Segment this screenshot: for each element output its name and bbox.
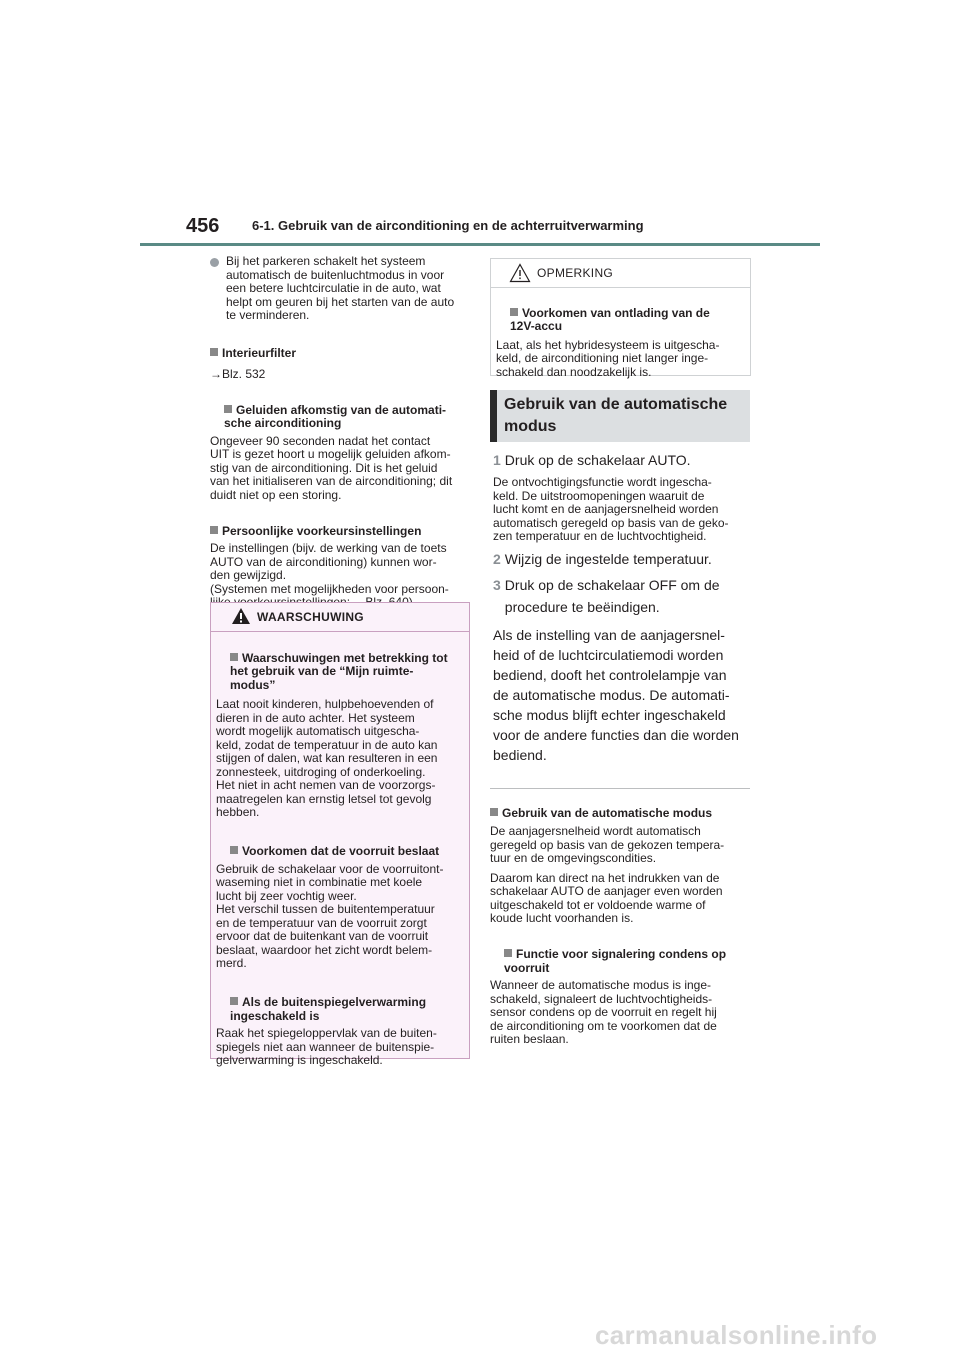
personal-heading: Persoonlijke voorkeursinstellingen xyxy=(210,511,468,538)
filter-reference[interactable]: →Blz. 532 xyxy=(210,366,266,381)
step-number: 3 xyxy=(493,576,501,593)
right-notes xyxy=(490,793,752,1047)
page-number: 456 xyxy=(186,215,220,237)
warning-item-heading: Waarschuwingen met betrekking tot het gebruik van de “Mijn ruimte- modus” xyxy=(230,650,448,692)
chapter-title: 6-1. Gebruik van de airconditioning en de achterruitverwarming xyxy=(252,218,644,233)
warning-item-text: Raak het spiegeloppervlak van de buiten- spiegels niet aan wanneer de buitenspie- gelverwarming is ingeschakeld. xyxy=(216,1026,437,1067)
bullet-dot-icon xyxy=(210,258,219,267)
caution-triangle-icon xyxy=(509,263,531,283)
left-column xyxy=(210,255,468,610)
warning-body xyxy=(211,632,469,1068)
warning-item-text: Laat nooit kinderen, hulpbehoevenden of dieren in de auto achter. Het systeem wordt mogelijk automatisch uitgescha- keld, zodat de temperatuur in de auto kan stijgen of dalen, wat kan resulteren in een zonnesteek, uitdroging of onderkoeling. Het niet in acht nemen van de voorzorgs- maatregelen kan ernstig letsel tot gevolg hebben. xyxy=(216,697,438,819)
note-header xyxy=(491,259,750,288)
warning-item-heading: Voorkomen dat de voorruit beslaat xyxy=(216,832,464,859)
square-bullet-icon xyxy=(230,653,238,661)
square-bullet-icon xyxy=(230,997,238,1005)
section-accent xyxy=(490,390,497,442)
fog-detection-heading: Functie voor signalering condens op voorruit xyxy=(504,947,727,975)
note-heading: Voorkomen van ontlading van de 12V-accu xyxy=(510,305,710,333)
step-1-description: De ontvochtigingsfunctie wordt ingescha- keld. De uitstroomopeningen waaruit de lucht komt en de aanjagersnelheid worden automatisch geregeld op basis van de geko- zen temperatuur en de luchtvochtigheid. xyxy=(493,475,729,543)
note-box xyxy=(490,258,751,379)
warning-label: WAARSCHUWING xyxy=(257,610,364,624)
auto-mode-text-2: Daarom kan direct na het indrukken van de schakelaar AUTO de aanjager even worden uitgeschakeld tot er voldoende warme of koude lucht voorhanden is. xyxy=(490,870,723,925)
square-bullet-icon xyxy=(510,308,518,316)
square-bullet-icon xyxy=(230,846,238,854)
warning-item-heading: Als de buitenspiegelverwarming ingeschakeld is xyxy=(230,995,427,1023)
filter-heading: Interieurfilter xyxy=(210,334,468,361)
section-title-bar xyxy=(490,390,750,442)
auto-mode-heading: Gebruik van de automatische modus xyxy=(490,793,752,820)
step-number: 1 xyxy=(493,452,501,468)
note-label: OPMERKING xyxy=(537,266,614,280)
step-2: 2 Wijzig de ingestelde temperatuur. xyxy=(493,550,712,567)
step-number: 2 xyxy=(493,550,501,567)
square-bullet-icon xyxy=(210,348,218,356)
square-bullet-icon xyxy=(504,949,512,957)
warning-box xyxy=(210,602,470,1067)
section-divider xyxy=(490,788,750,789)
step-1: 1 Druk op de schakelaar AUTO. xyxy=(493,452,691,468)
personal-text: De instellingen (bijv. de werking van de toets AUTO van de airconditioning) kunnen wor- den gewijzigd. (Systemen met mogelijkheden voor persoon- xyxy=(210,541,449,596)
watermark: carmanualsonline.info xyxy=(595,1320,878,1350)
main-paragraph: Als de instelling van de aanjagersnel- heid of de luchtcirculatiemodi worden bediend, dooft het controlelampje van de automatische modus. De automati- sche modus blijft echter ingeschakeld voor de andere functies dan die worden bediend. xyxy=(493,626,739,763)
step-3: 3 Druk op de schakelaar OFF om de procedure te beëindigen. xyxy=(493,574,755,618)
note-text: Laat, als het hybridesysteem is uitgescha- keld, de airconditioning niet langer inge- schakeld dan noodzakelijk is. xyxy=(496,337,720,379)
warning-triangle-icon xyxy=(231,607,251,625)
square-bullet-icon xyxy=(490,808,498,816)
note-body xyxy=(491,288,750,379)
auto-mode-text-1: De aanjagersnelheid wordt automatisch geregeld op basis van de gekozen tempera- tuur en de omgevingscondities. xyxy=(490,824,725,865)
sounds-heading: Geluiden afkomstig van de automati- sche airconditioning xyxy=(224,402,447,430)
steps-block xyxy=(493,449,755,765)
header-divider xyxy=(140,243,820,246)
section-title: Gebruik van de automatische modus xyxy=(504,396,728,435)
bullet-parking xyxy=(210,255,468,323)
square-bullet-icon xyxy=(210,526,218,534)
warning-item-text: Gebruik de schakelaar voor de voorruitont- waseming niet in combinatie met koele lucht bij zeer vochtig weer. Het verschil tussen de buitentemperatuur en de temperatuur van de voorruit zorgt ervoor dat de buitenkant van de voorruit beslaat, waardoor het zicht wordt belem- merd. xyxy=(216,861,444,970)
warning-header xyxy=(211,603,469,632)
sounds-text: Ongeveer 90 seconden nadat het contact UIT is gezet hoort u mogelijk geluiden afkom- stig van de airconditioning. Dit is het geluid van het initialiseren van de airconditioning; dit duidt niet op een storing. xyxy=(210,433,453,502)
bullet-parking-text: Bij het parkeren schakelt het systeem automatisch de buitenluchtmodus in voor een betere luchtcirculatie in de auto, wat helpt om geuren bij het starten van de auto te verminderen. xyxy=(226,254,455,322)
square-bullet-icon xyxy=(224,405,232,413)
fog-detection-text: Wanneer de automatische modus is inge- schakeld, signaleert de luchtvochtigheids- sensor condens op de voorruit en regelt hij de airconditioning om te voorkomen dat de ruiten beslaan. xyxy=(490,978,717,1046)
